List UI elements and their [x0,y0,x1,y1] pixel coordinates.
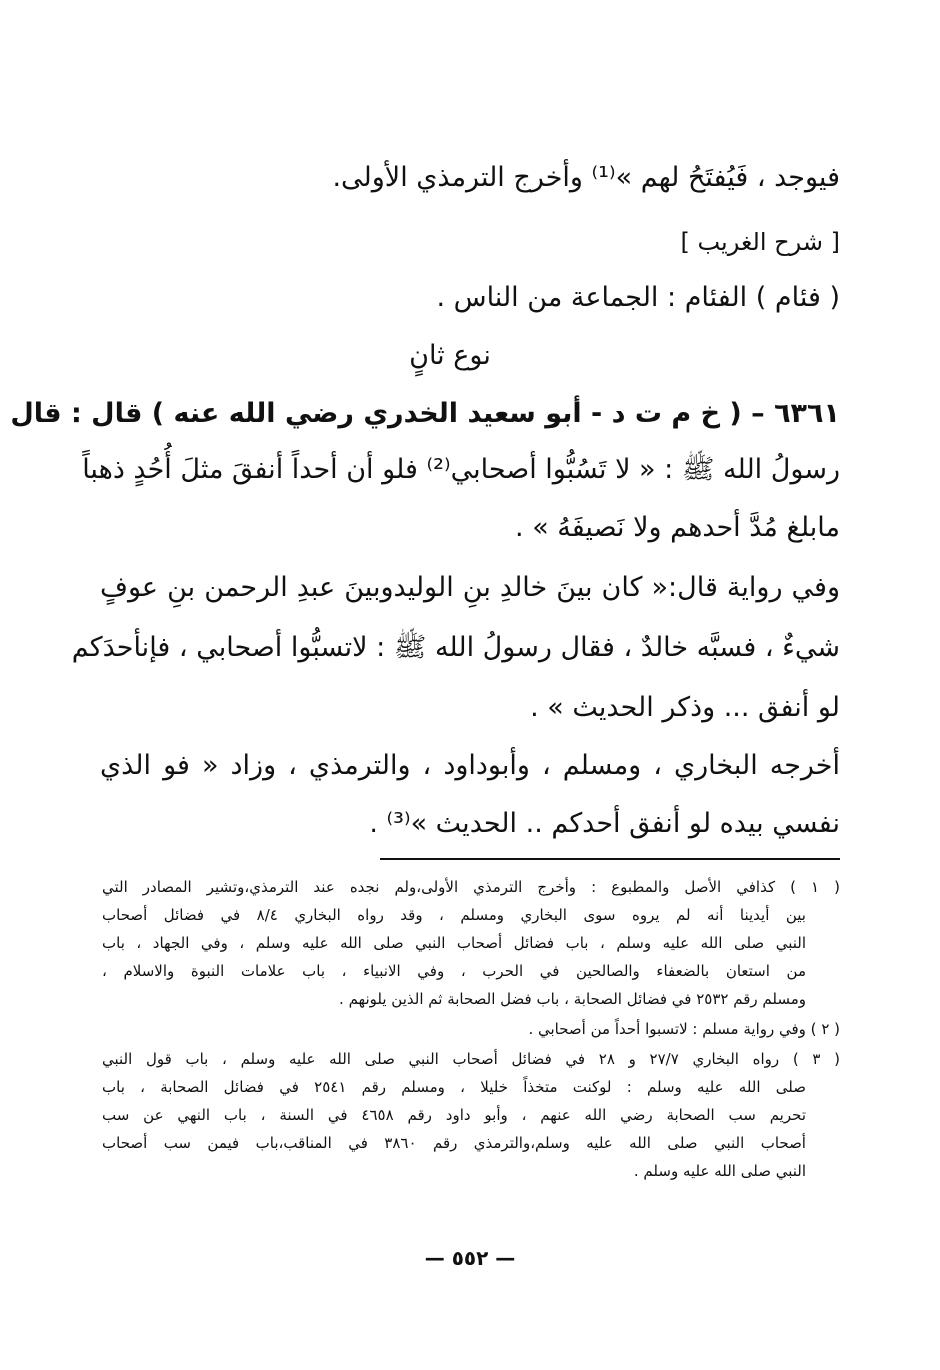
text-line: ( فئام ) الفئام : الجماعة من الناس . [436,282,840,313]
footnote-line: صلى الله عليه وسلم : لوكنت متخذاً خليلا ، ومسلم رقم ٢٥٤١ في فضائل الصحابة ، باب [102,1078,806,1096]
page-number: — ٥٥٢ — [424,1246,516,1270]
text-line: أخرجه البخاري ، ومسلم ، وأبوداود ، والترمذي ، وزاد « فو الذي [100,750,840,781]
text-line: رسولُ الله ﷺ : « لا تَسُبُّوا أصحابي⁽²⁾ فلو أن أحداً أنفقَ مثلَ أُحُدٍ ذهباً [82,454,840,485]
footnote-line: النبي صلى الله عليه وسلم . [633,1162,806,1180]
subheading-second-type: نوع ثانٍ [409,340,491,371]
text-line: مابلغ مُدَّ أحدهم ولا نَصيفَهُ » . [515,512,840,543]
footnote-line: ( ٢ ) وفي رواية مسلم : لاتسبوا أحداً من أصحابي . [528,1020,840,1038]
text-line: شيءٌ ، فسبَّه خالدٌ ، فقال رسولُ الله ﷺ : لاتسبُّوا أصحابي ، فإنأحدَكم [71,632,840,663]
text-line: وفي رواية قال:« كان بينَ خالدِ بنِ الوليدوبينَ عبدِ الرحمن بنِ عوفٍ [100,572,840,603]
section-heading-gharib: [ شرح الغريب ] [680,228,840,256]
footnote-line: من استعان بالضعفاء والصالحين في الحرب ، وفي الانبياء ، باب علامات النبوة والاسلام ، [102,962,806,980]
text-line: نفسي بيده لو أنفق أحدكم .. الحديث »⁽³⁾ . [369,808,840,839]
footnote-line: النبي صلى الله عليه وسلم ، باب فضائل أصحاب النبي صلى الله عليه وسلم ، وفي الجهاد ، باب [102,934,806,952]
footnote-line: أصحاب النبي صلى الله عليه وسلم،والترمذي رقم ٣٨٦٠ في المناقب،باب فيمن سب أصحاب [102,1134,806,1152]
footnote-line: ( ٣ ) رواه البخاري ٢٧/٧ و ٢٨ في فضائل أصحاب النبي صلى الله عليه وسلم ، باب قول النبي [102,1050,841,1068]
hadith-header-line: ٦٣٦١ – ( خ م ت د - أبو سعيد الخدري رضي الله عنه ) قال : قال [10,398,840,429]
footnote-line: ومسلم رقم ٢٥٣٢ في فضائل الصحابة ، باب فضل الصحابة ثم الذين يلونهم . [339,990,806,1008]
footnote-line: تحريم سب الصحابة رضي الله عنهم ، وأبو داود رقم ٤٦٥٨ في السنة ، باب النهي عن سب [102,1106,806,1124]
text-line: فيوجد ، فَيُفتَحُ لهم »⁽¹⁾ وأخرج الترمذي الأولى. [332,162,840,193]
footnote-line: ( ١ ) كذافي الأصل والمطبوع : وأخرج الترمذي الأولى،ولم نجده عند الترمذي،وتشير المصادر التي [102,878,841,896]
footnote-divider [380,858,840,860]
footnote-line: بين أيدينا أنه لم يروه سوى البخاري ومسلم ، وقد رواه البخاري ٨/٤ في فضائل أصحاب [102,906,806,924]
text-line: لو أنفق ... وذكر الحديث » . [530,692,840,723]
